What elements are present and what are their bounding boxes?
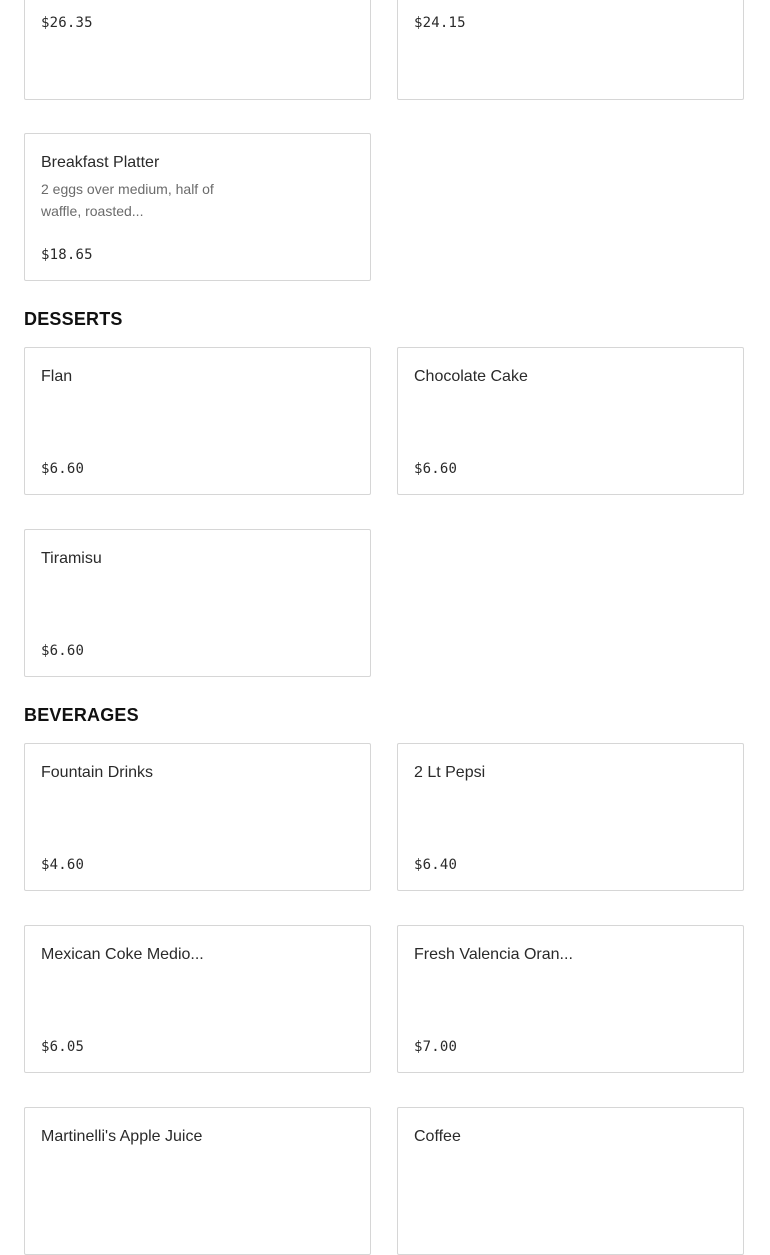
item-price: $6.40 <box>414 857 458 873</box>
item-price: $26.35 <box>41 15 93 31</box>
item-price: $6.60 <box>41 643 85 659</box>
item-name: Mexican Coke Medio... <box>41 946 204 963</box>
item-name: Breakfast Platter <box>41 154 160 171</box>
menu-item-card[interactable] <box>397 1107 744 1255</box>
item-name: Chocolate Cake <box>414 368 528 385</box>
item-name: Tiramisu <box>41 550 102 567</box>
menu-item-card[interactable] <box>24 529 371 677</box>
item-name: 2 Lt Pepsi <box>414 764 486 781</box>
menu-item-card[interactable] <box>24 743 371 891</box>
menu-item-card[interactable] <box>24 1107 371 1255</box>
menu-item-card[interactable] <box>24 0 371 100</box>
menu-item-card[interactable] <box>397 347 744 495</box>
item-name: Flan <box>41 368 73 385</box>
item-name: Martinelli's Apple Juice <box>41 1128 203 1145</box>
item-price: $24.15 <box>414 15 466 31</box>
item-name: Fountain Drinks <box>41 764 154 781</box>
item-price: $7.00 <box>414 1039 458 1055</box>
item-price: $4.60 <box>41 857 85 873</box>
item-price: $6.60 <box>41 461 85 477</box>
item-price: $6.05 <box>41 1039 85 1055</box>
section-title-beverages: BEVERAGES <box>24 705 139 725</box>
item-description: 2 eggs over medium, half of waffle, roasted... <box>41 181 214 219</box>
menu-item-card[interactable] <box>397 0 744 100</box>
menu-item-card[interactable] <box>24 925 371 1073</box>
menu-item-card[interactable] <box>24 133 371 281</box>
item-price: $6.60 <box>414 461 458 477</box>
menu-item-card[interactable] <box>397 925 744 1073</box>
item-name: Coffee <box>414 1128 461 1145</box>
section-title-desserts: DESSERTS <box>24 309 123 329</box>
item-name: Fresh Valencia Oran... <box>414 946 573 963</box>
menu-item-card[interactable] <box>397 743 744 891</box>
menu-item-card[interactable] <box>24 347 371 495</box>
item-price: $18.65 <box>41 247 93 263</box>
